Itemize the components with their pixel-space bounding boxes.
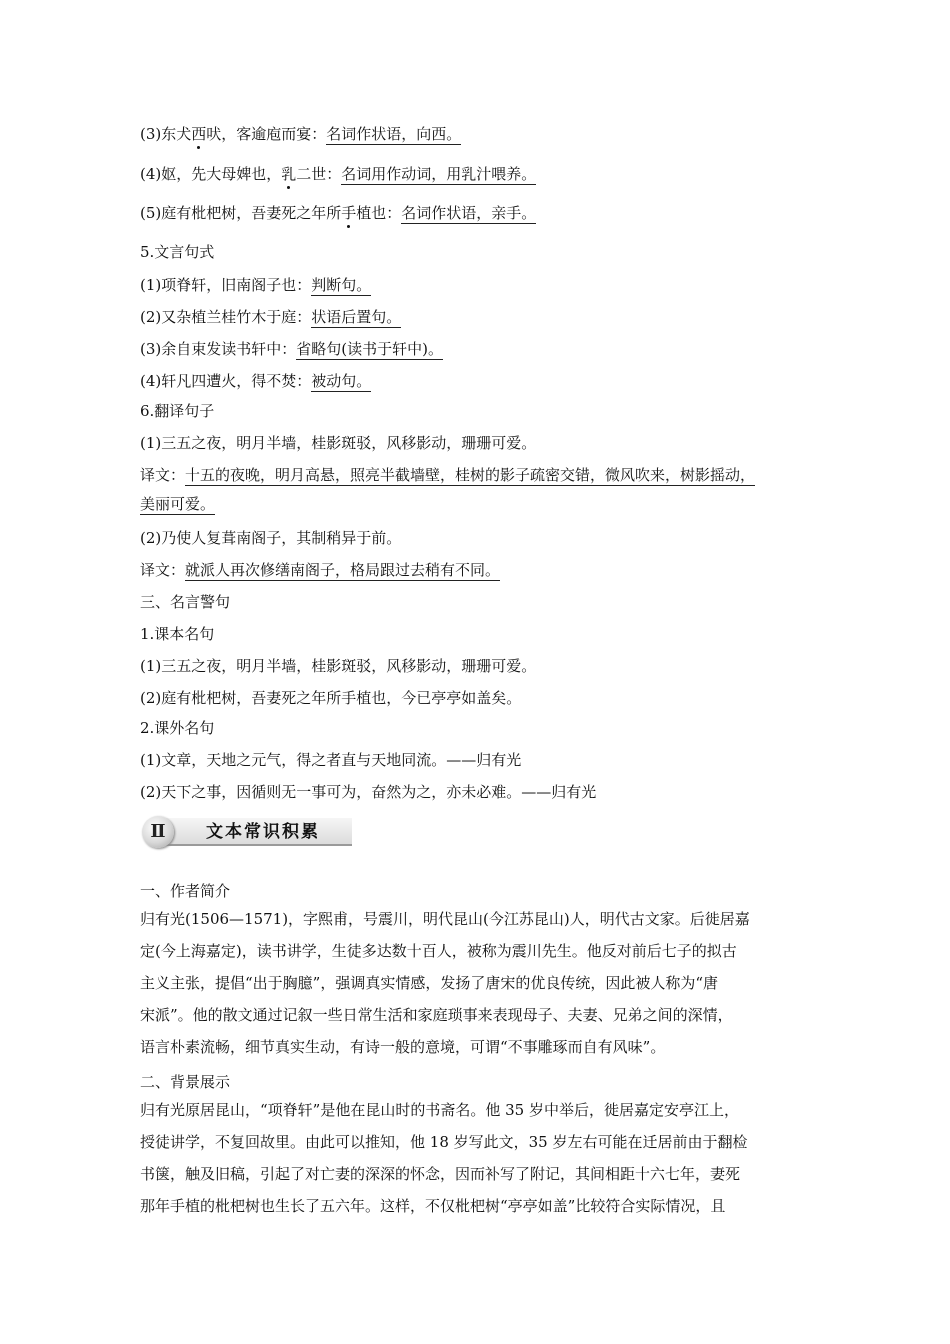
background-heading: 二、背景展示 [140,1073,231,1091]
syntax-item-3 [140,339,443,359]
translate-answer-1 [140,465,755,485]
usage-item-5-answer: 名词作状语，亲手。 [401,204,537,222]
roman-numeral-badge: Ⅱ [142,816,174,848]
translate-heading: 6.翻译句子 [140,402,215,420]
translate-answer-1-cont [140,494,215,514]
translate-answer-1-line-1: 十五的夜晚，明月高悬，照亮半截墙壁，桂树的影子疏密交错，微风吹来，树影摇动， [185,466,756,484]
syntax-heading: 5.文言句式 [140,243,215,261]
translate-label: 译文： [140,561,186,579]
translate-answer-1-line-2: 美丽可爱。 [140,495,216,513]
author-heading: 一、作者简介 [140,882,231,900]
emphasis-dot-char: 手 [341,204,357,222]
usage-item-5-text-b: 植也： [356,204,402,222]
textbook-quote-1: (1)三五之夜，明月半墙，桂影斑驳，风移影动，珊珊可爱。 [140,657,537,675]
usage-item-3 [140,124,461,144]
syntax-question: (3)余自束发读书轩中： [140,340,297,358]
emphasis-dot-char: 西 [191,125,207,143]
usage-item-4-text-b: 二世： [296,165,342,183]
syntax-question: (4)轩凡四遭火，得不焚： [140,372,312,390]
author-line: 宋派”。他的散文通过记叙一些日常生活和家庭琐事来表现母子、夫妻、兄弟之间的深情， [140,1006,733,1024]
usage-item-4-answer: 名词用作动词，用乳汁喂养。 [341,165,537,183]
section-title: 文本常识积累 [206,822,320,842]
author-line: 归有光(1506—1571)，字熙甫，号震川，明代昆山(今江苏昆山)人，明代古文家。后徙居嘉 [140,910,750,928]
background-line: 那年手植的枇杷树也生长了五六年。这样，不仅枇杷树“亭亭如盖”比较符合实际情况，且 [140,1197,726,1215]
syntax-answer: 判断句。 [311,276,372,294]
author-line: 语言朴素流畅，细节真实生动，有诗一般的意境，可谓“不事雕琢而自有风味”。 [140,1038,666,1056]
author-line: 定(今上海嘉定)，读书讲学，生徒多达数十百人，被称为震川先生。他反对前后七子的拟古 [140,942,737,960]
usage-item-3-answer: 名词作状语，向西。 [326,125,462,143]
emphasis-dot-char: 乳 [281,165,297,183]
usage-item-3-text: (3)东犬 [140,125,192,143]
usage-item-4-text: (4)妪，先大母婢也， [140,165,282,183]
translate-answer-2-text: 就派人再次修缮南阁子，格局跟过去稍有不同。 [185,561,501,579]
syntax-answer: 被动句。 [311,372,372,390]
textbook-quote-2: (2)庭有枇杷树，吾妻死之年所手植也，今已亭亭如盖矣。 [140,689,522,707]
background-line: 归有光原居昆山，“项脊轩”是他在昆山时的书斋名。他 35 岁中举后，徙居嘉定安亭江上， [140,1101,739,1119]
syntax-question: (2)又杂植兰桂竹木于庭： [140,308,312,326]
usage-item-4 [140,164,536,184]
extra-quote-1: (1)文章，天地之元气，得之者直与天地同流。——归有光 [140,751,522,769]
background-line: 授徒讲学，不复回故里。由此可以推知，他 18 岁写此文，35 岁左右可能在迁居前由于翻检 [140,1133,748,1151]
syntax-item-2 [140,307,401,327]
translate-question-1: (1)三五之夜，明月半墙，桂影斑驳，风移影动，珊珊可爱。 [140,434,537,452]
translate-answer-2 [140,560,500,580]
syntax-answer: 省略句(读书于轩中)。 [296,340,443,358]
syntax-item-1 [140,275,371,295]
syntax-item-4 [140,371,371,391]
author-line: 主义主张，提倡“出于胸臆”，强调真实情感，发扬了唐宋的优良传统，因此被人称为“唐 [140,974,719,992]
background-line: 书箧，触及旧稿，引起了对亡妻的深深的怀念，因而补写了附记，其间相距十六七年，妻死 [140,1165,741,1183]
translate-label: 译文： [140,466,186,484]
author-paragraph [140,903,830,1063]
syntax-answer: 状语后置句。 [311,308,402,326]
translate-question-2: (2)乃使人复葺南阁子，其制稍异于前。 [140,529,402,547]
section-banner [140,815,352,849]
usage-item-5-text: (5)庭有枇杷树，吾妻死之年所 [140,204,342,222]
extra-quote-2: (2)天下之事，因循则无一事可为，奋然为之，亦未必难。——归有光 [140,783,597,801]
extra-quotes-heading: 2.课外名句 [140,719,215,737]
usage-item-3-text-b: 吠，客逾庖而宴： [206,125,327,143]
textbook-quotes-heading: 1.课本名句 [140,625,215,643]
quotes-heading: 三、名言警句 [140,593,231,611]
background-paragraph [140,1094,830,1222]
syntax-question: (1)项脊轩，旧南阁子也： [140,276,312,294]
usage-item-5 [140,203,536,223]
